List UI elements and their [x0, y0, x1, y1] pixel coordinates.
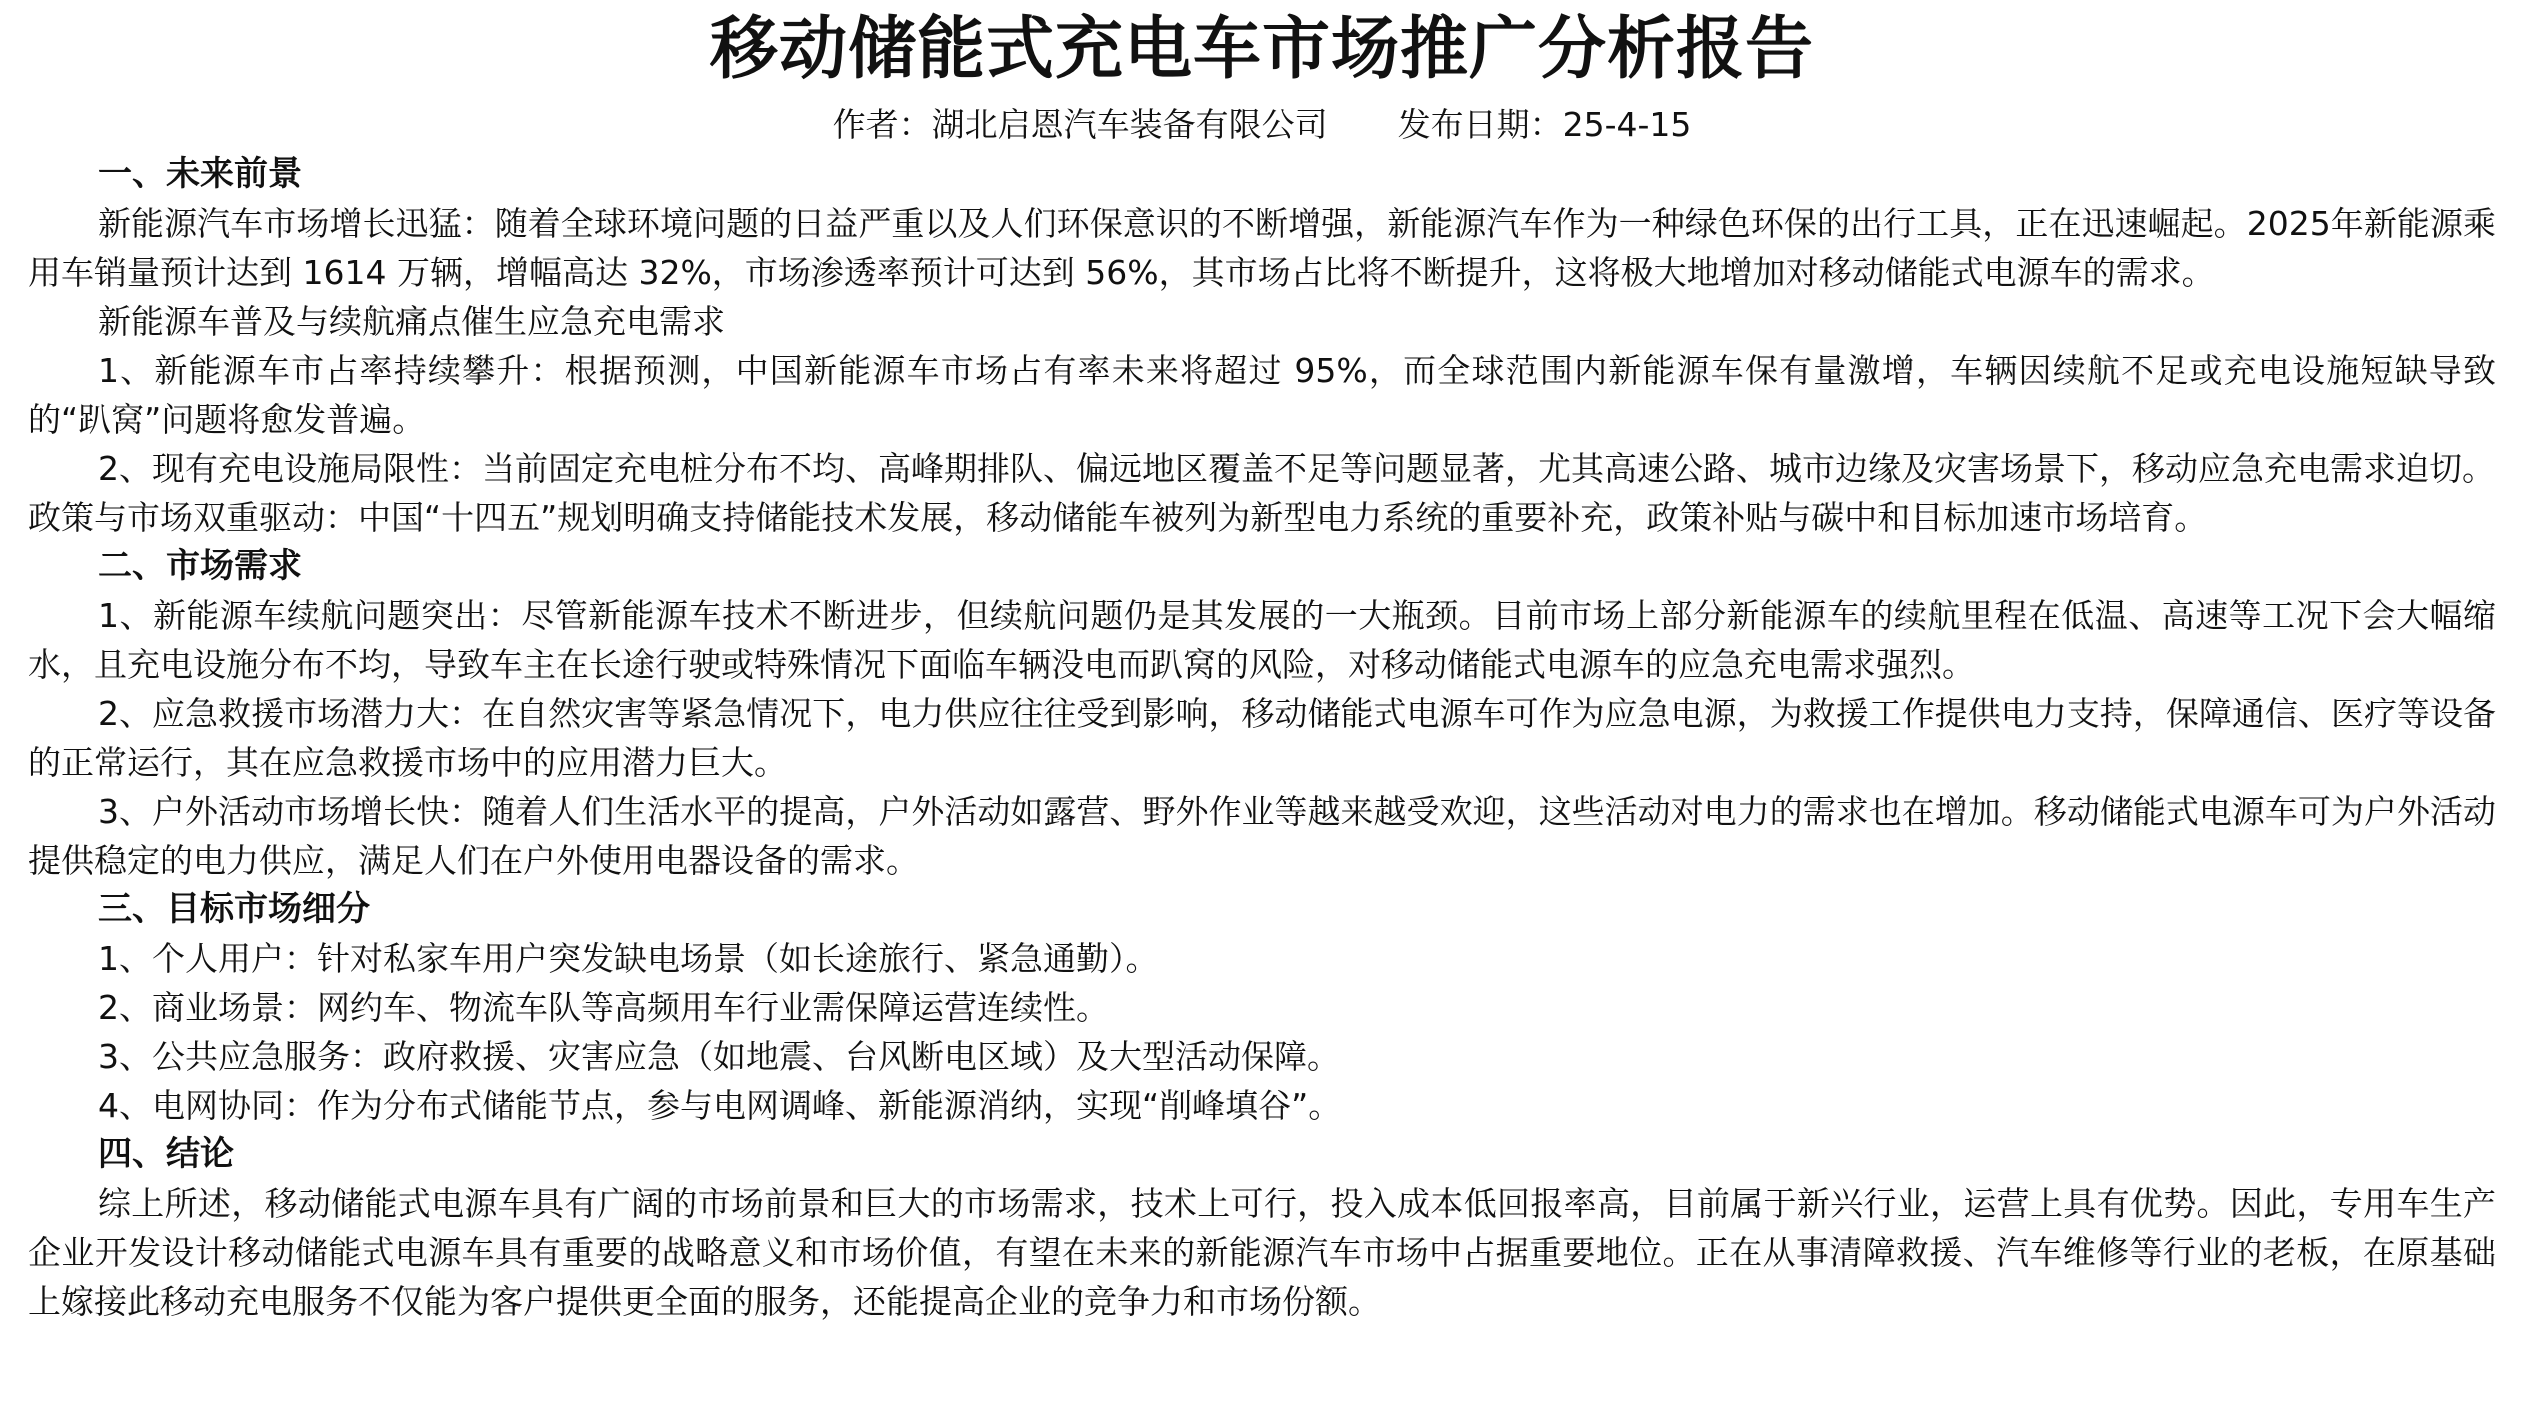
document-title: 移动储能式充电车市场推广分析报告: [709, 10, 1814, 89]
document-meta: [28, 102, 2496, 148]
paragraph: 1、个人用户：针对私家车用户突发缺电场景（如长途旅行、紧急通勤）。: [98, 939, 1159, 978]
section-outlook: [28, 150, 2496, 542]
section-heading: 三、目标市场细分: [98, 889, 370, 929]
paragraph: 1、新能源车市占率持续攀升：根据预测，中国新能源车市场占有率未来将超过 95%，而全球范围内新能源车保有量激增，车辆因续航不足或充电设施短缺导致的“趴窝”问题将愈发普遍。: [28, 351, 2496, 439]
section-conclusion: [28, 1130, 2496, 1326]
section-target-segments: [28, 885, 2496, 1130]
paragraph: 2、现有充电设施局限性：当前固定充电桩分布不均、高峰期排队、偏远地区覆盖不足等问题显著，尤其高速公路、城市边缘及灾害场景下，移动应急充电需求迫切。: [98, 449, 2495, 488]
publish-date: 25-4-15: [1562, 105, 1692, 144]
section-heading: 二、市场需求: [98, 546, 302, 586]
paragraph: 3、户外活动市场增长快：随着人们生活水平的提高，户外活动如露营、野外作业等越来越受欢迎，这些活动对电力的需求也在增加。移动储能式电源车可为户外活动提供稳定的电力供应，满足人们在户外使用电器设备的需求。: [28, 792, 2496, 880]
paragraph: 综上所述，移动储能式电源车具有广阔的市场前景和巨大的市场需求，技术上可行，投入成本低回报率高，目前属于新兴行业，运营上具有优势。因此，专用车生产企业开发设计移动储能式电源车具有重要的战略意义和市场价值，有望在未来的新能源汽车市场中占据重要地位。正在从事清障救援、汽车维修等行业的老板，在原基础上嫁接此移动充电服务不仅能为客户提供更全面的服务，还能提高企业的竞争力和市场份额。: [28, 1184, 2496, 1321]
section-heading: 一、未来前景: [98, 154, 302, 194]
paragraph: 1、新能源车续航问题突出：尽管新能源车技术不断进步，但续航问题仍是其发展的一大瓶颈。目前市场上部分新能源车的续航里程在低温、高速等工况下会大幅缩水，且充电设施分布不均，导致车主在长途行驶或特殊情况下面临车辆没电而趴窝的风险，对移动储能式电源车的应急充电需求强烈。: [28, 596, 2496, 684]
paragraph: 2、应急救援市场潜力大：在自然灾害等紧急情况下，电力供应往往受到影响，移动储能式电源车可作为应急电源，为救援工作提供电力支持，保障通信、医疗等设备的正常运行，其在应急救援市场中的应用潜力巨大。: [28, 694, 2496, 782]
section-market-demand: [28, 542, 2496, 885]
author-label: 作者：: [832, 105, 932, 144]
paragraph: 新能源汽车市场增长迅猛：随着全球环境问题的日益严重以及人们环保意识的不断增强，新能源汽车作为一种绿色环保的出行工具，正在迅速崛起。2025年新能源乘用车销量预计达到 1614 万辆，增幅高达 32%，市场渗透率预计可达到 56%，其市场占比将不断提升，这将极大地增加对移动储能式电源车的需求。: [28, 204, 2496, 292]
author-name: 湖北启恩汽车装备有限公司: [931, 105, 1328, 144]
paragraph: 4、电网协同：作为分布式储能节点，参与电网调峰、新能源消纳，实现“削峰填谷”。: [98, 1086, 1342, 1125]
paragraph: 3、公共应急服务：政府救援、灾害应急（如地震、台风断电区域）及大型活动保障。: [98, 1037, 1340, 1076]
date-label: 发布日期：: [1397, 105, 1563, 144]
paragraph: 新能源车普及与续航痛点催生应急充电需求: [98, 302, 725, 341]
paragraph: 政策与市场双重驱动：中国“十四五”规划明确支持储能技术发展，移动储能车被列为新型电力系统的重要补充，政策补贴与碳中和目标加速市场培育。: [28, 498, 2208, 537]
section-heading: 四、结论: [98, 1134, 234, 1174]
paragraph: 2、商业场景：网约车、物流车队等高频用车行业需保障运营连续性。: [98, 988, 1109, 1027]
